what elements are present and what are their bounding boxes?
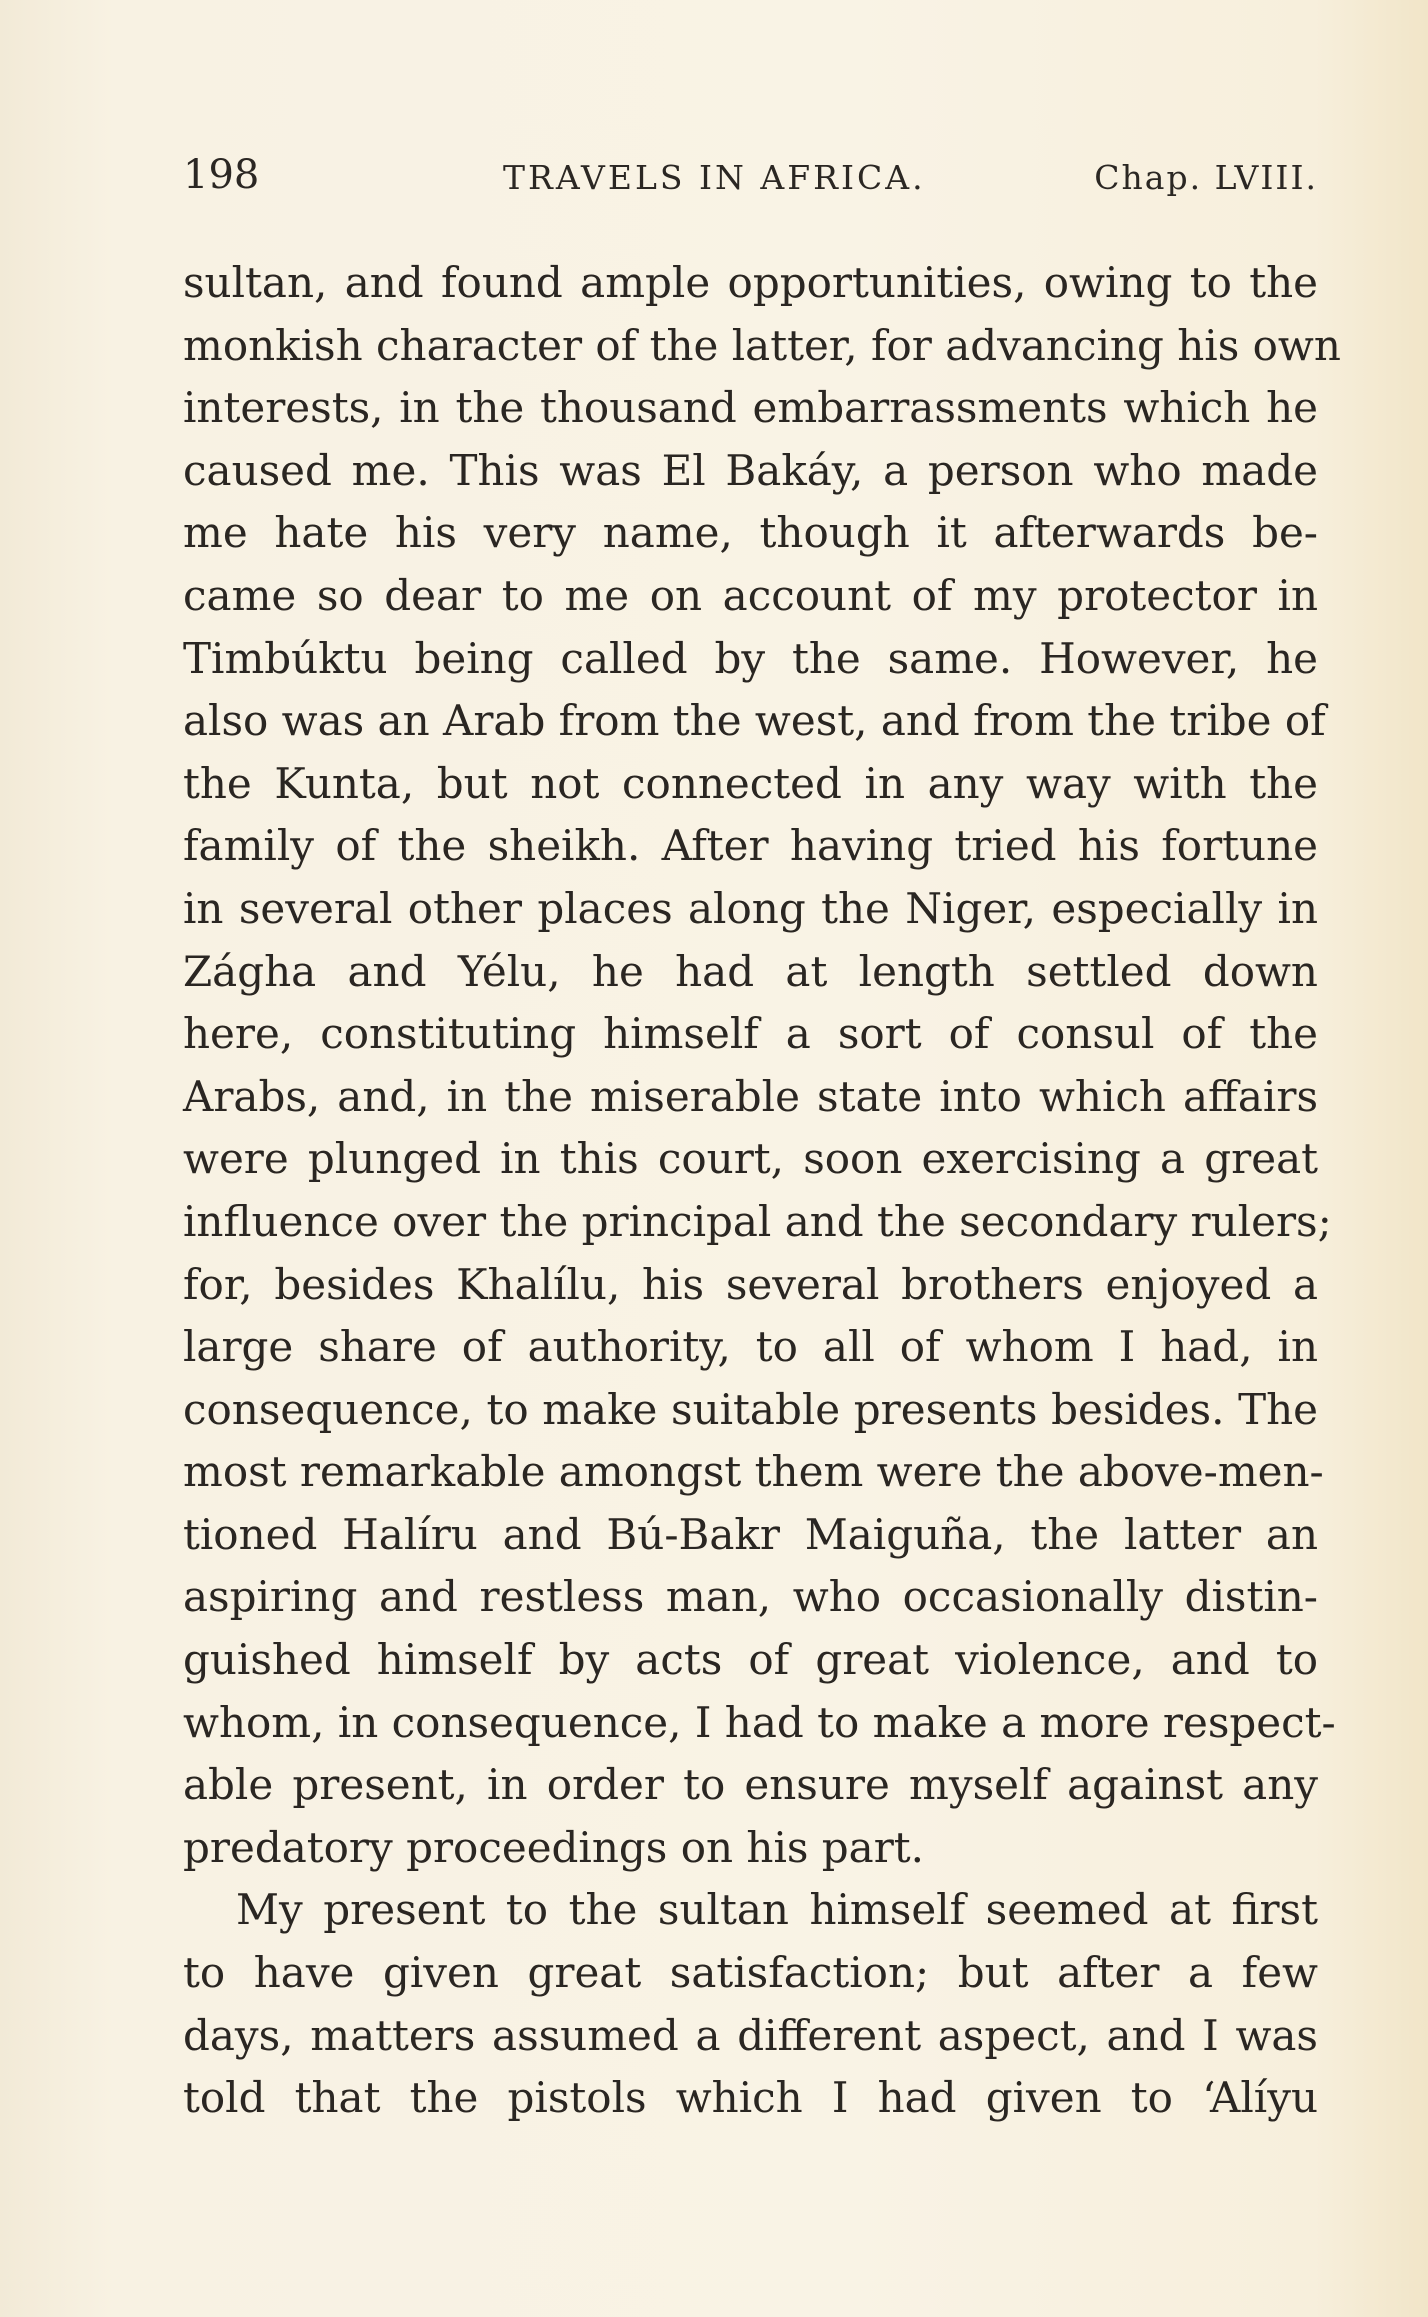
- running-title: TRAVELS IN AFRICA.: [503, 158, 926, 197]
- text-line: family of the sheikh. After having tried his fortune: [183, 821, 1318, 871]
- text-line: Zágha and Yélu, he had at length settled down: [183, 946, 1318, 996]
- text-line: consequence, to make suitable presents besides. The: [183, 1384, 1318, 1434]
- text-line: Timbúktu being called by the same. However, he: [183, 633, 1318, 683]
- text-line: tioned Halíru and Bú-Bakr Maiguña, the latter an: [183, 1509, 1318, 1559]
- text-line: influence over the principal and the secondary rulers;: [183, 1196, 1332, 1246]
- text-line: were plunged in this court, soon exercising a great: [183, 1134, 1318, 1184]
- text-line: predatory proceedings on his part.: [183, 1822, 925, 1872]
- text-line: guished himself by acts of great violence, and to: [183, 1635, 1318, 1685]
- body-text: [183, 252, 1341, 2130]
- text-line: whom, in consequence, I had to make a more respect-: [183, 1697, 1336, 1747]
- text-line: Arabs, and, in the miserable state into which affairs: [183, 1071, 1318, 1121]
- text-line: large share of authority, to all of whom I had, in: [183, 1322, 1318, 1372]
- chapter-label: Chap. LVIII.: [1094, 158, 1318, 197]
- page-number: 198: [183, 152, 260, 198]
- text-line: to have given great satisfaction; but after a few: [183, 1948, 1318, 1998]
- text-line: here, constituting himself a sort of consul of the: [183, 1009, 1318, 1059]
- text-line: days, matters assumed a different aspect, and I was: [183, 2010, 1318, 2060]
- text-line: in several other places along the Niger, especially in: [183, 883, 1318, 933]
- text-line: for, besides Khalílu, his several brothers enjoyed a: [183, 1259, 1318, 1309]
- text-line: My present to the sultan himself seemed at first: [236, 1885, 1318, 1935]
- text-line: aspiring and restless man, who occasionally distin-: [183, 1572, 1318, 1622]
- text-line: came so dear to me on account of my protector in: [183, 570, 1318, 620]
- text-line: monkish character of the latter, for advancing his own: [183, 320, 1341, 370]
- text-line: me hate his very name, though it afterwards be-: [183, 508, 1318, 558]
- text-line: interests, in the thousand embarrassments which he: [183, 383, 1318, 433]
- text-line: the Kunta, but not connected in any way with the: [183, 758, 1318, 808]
- running-header: [183, 152, 1318, 212]
- text-line: able present, in order to ensure myself against any: [183, 1760, 1318, 1810]
- text-line: sultan, and found ample opportunities, owing to the: [183, 258, 1318, 307]
- text-line: most remarkable amongst them were the above-men-: [183, 1447, 1324, 1497]
- text-line: caused me. This was El Bakáy, a person who made: [183, 445, 1318, 495]
- text-line: also was an Arab from the west, and from the tribe of: [183, 696, 1326, 746]
- text-line: told that the pistols which I had given to ʻAlíyu: [183, 2073, 1318, 2123]
